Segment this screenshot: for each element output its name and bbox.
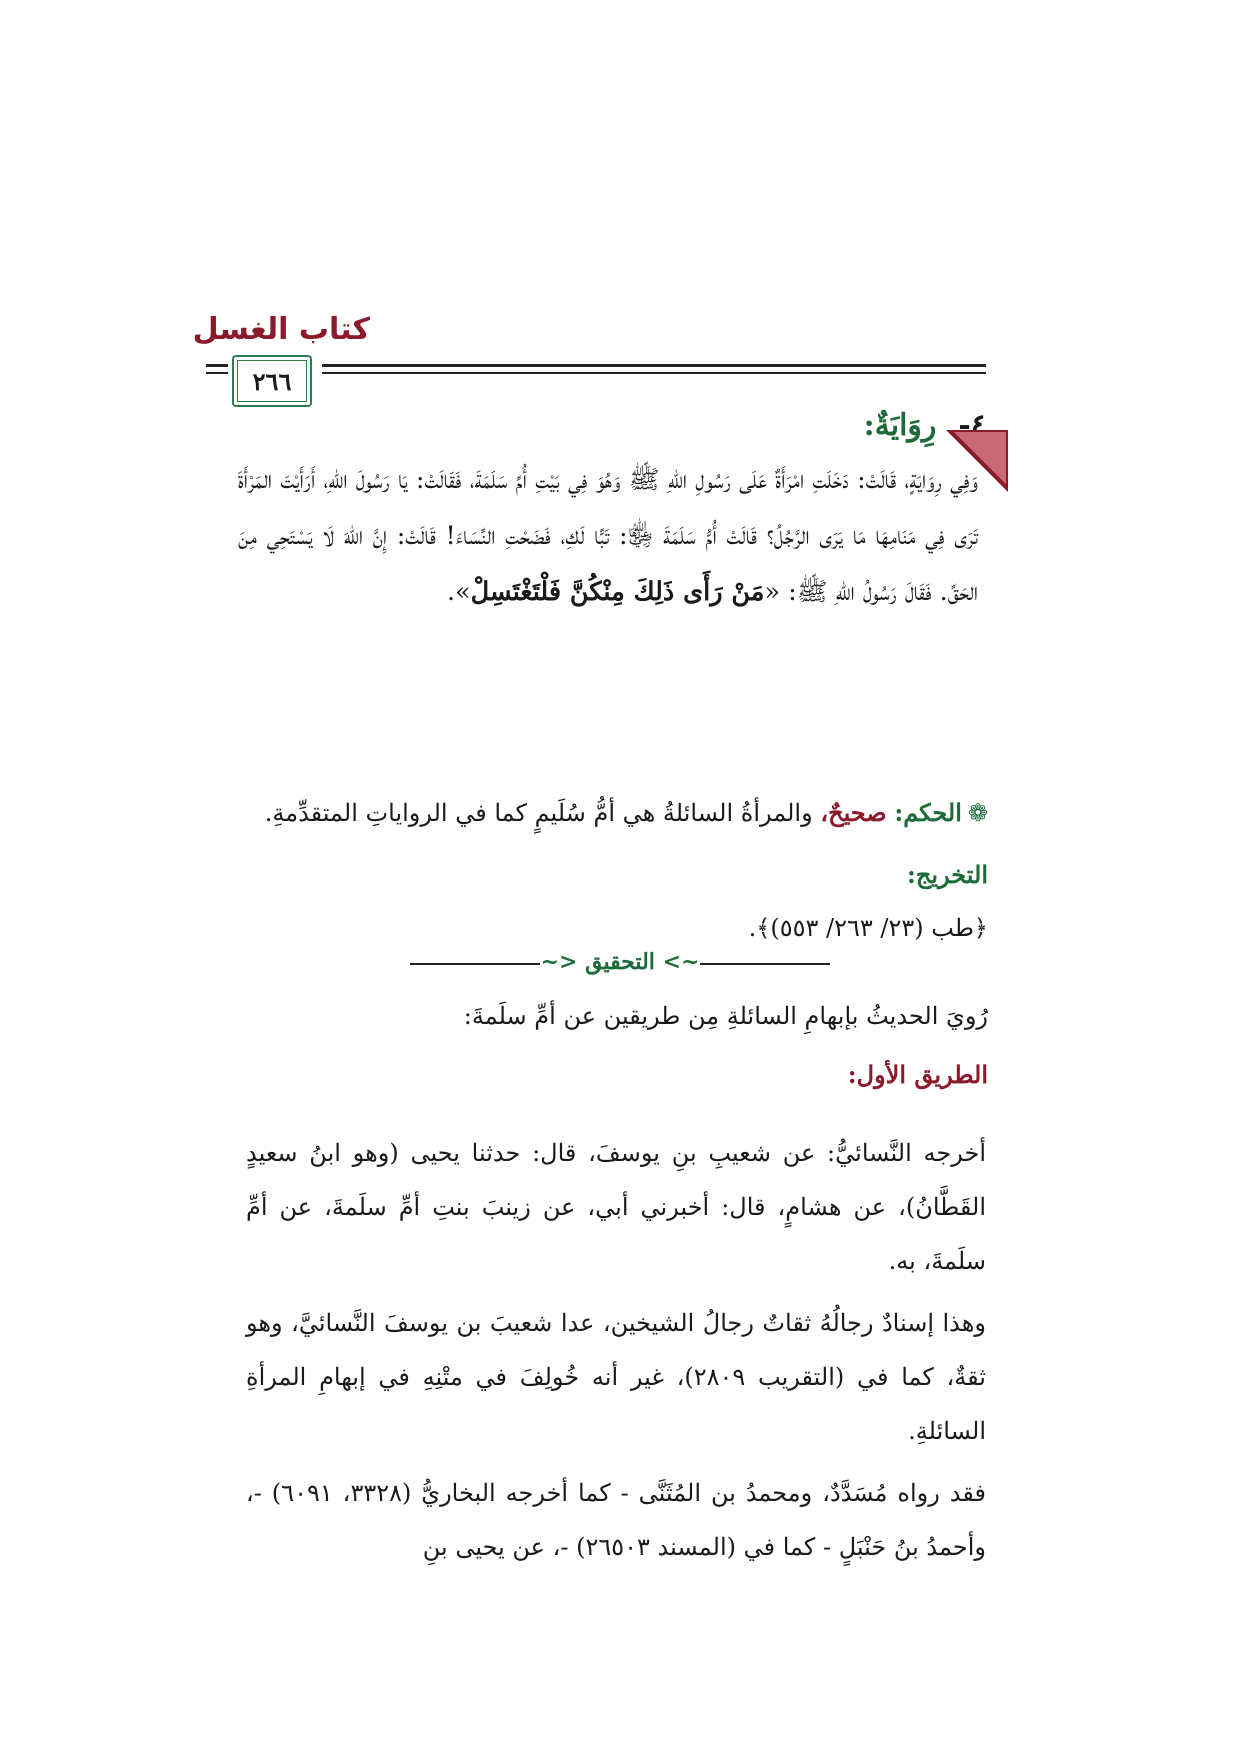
section-divider (410, 949, 830, 979)
first-path-heading: الطريق الأول: (847, 1060, 988, 1089)
tahqiq-intro: رُويَ الحديثُ بإبهامِ السائلةِ مِن طريقين عن أمِّ سلَمةَ: (463, 1002, 988, 1030)
page-number: ٢٦٦ (252, 366, 292, 396)
takhrij-source-line (749, 914, 988, 942)
flower-ornament-icon: ❁ (967, 799, 988, 827)
first-path-line (848, 1060, 988, 1089)
hadith-body: وَفِي رِوَايَةٍ، قَالَتْ: دَخَلَتِ امْرَأَةٌ عَلَى رَسُولِ اللهِ ﷺ وَهُوَ فِي بَيْتِ أُمِّ سَلَمَةَ، فَقَالَتْ: يَا رَسُولَ اللهِ، أَرَأَيْتَ المَرْأَةَ تَرَى فِي مَنَامِهَا مَا يَرَى الرَّجُلُ؟ قَالَتْ أُمُّ سَلَمَةَ ﵂: تَبًّا لَكِ، فَضَحْتِ النِّسَاءَ! قَالَتْ: إِنَّ اللهَ لَا يَسْتَحِي مِنَ الحَقِّ. فَقَالَ رَسُولُ اللهِ ﷺ: « (238, 465, 978, 607)
paragraph-2: وهذا إسنادٌ رجالُهُ ثقاتٌ رجالُ الشيخين، عدا شعيبَ بن يوسفَ النَّسائيَّ، وهو ثقةٌ، كما في (التقريب ٢٨٠٩)، غير أنه خُولِفَ في متْنِهِ في إبهامِ المرأةِ السائلةِ. (246, 1309, 986, 1445)
header-rule-top (322, 364, 986, 367)
ruling-line (265, 798, 988, 827)
takhrij-label: التخريج: (907, 860, 988, 889)
divider-flourish-icon-2: <~ (540, 949, 578, 975)
paragraph-3: فقد رواه مُسَدَّدٌ، ومحمدُ بن المُثَنَّى - كما أخرجه البخاريُّ (٣٣٢٨، ٦٠٩١) -، وأحمدُ بنُ حَنْبَلٍ - كما في (المسند ٢٦٥٠٣) -، عن يحيى بنِ (246, 1479, 987, 1561)
tahqiq-intro-line (464, 1002, 988, 1030)
hadith-text (238, 452, 978, 620)
divider-label (410, 949, 830, 975)
chapter-title: كتاب الغسل (192, 312, 370, 347)
divider-flourish-icon: ~> (662, 949, 700, 975)
ruling-grade: صحيحٌ، (820, 798, 887, 827)
ruling-text: والمرأةُ السائلةُ هي أمُّ سُلَيمٍ كما في الرواياتِ المتقدِّمةِ. (264, 799, 813, 827)
section-number: ٤- (958, 408, 987, 443)
takhrij-source: ﴿طب (٢٣/ ٢٦٣/ ٥٥٣)﴾. (748, 914, 988, 942)
header-rule-bottom (322, 372, 986, 374)
header-rule-left (206, 364, 228, 367)
section-title: رِوَايَةٌ: (863, 408, 937, 443)
ruling-label: الحكم: (894, 798, 962, 827)
page-number-box (232, 355, 312, 407)
hadith-closing: ». (446, 577, 471, 607)
takhrij-label-line (907, 860, 988, 889)
divider-text: التحقيق (585, 949, 655, 975)
hadith-quote: مَنْ رَأَى ذَلِكَ مِنْكُنَّ فَلْتَغْتَسِلْ (470, 577, 765, 607)
paragraph-1: أخرجه النَّسائيُّ: عن شعيبِ بنِ يوسفَ، قال: حدثنا يحيى (وهو ابنُ سعيدٍ القَطَّانُ)، عن هشامٍ، قال: أخبرني أبي، عن زينبَ بنتِ أمِّ سلَمةَ، عن أمِّ سلَمةَ، به. (246, 1139, 986, 1275)
header-rule-left-2 (206, 372, 228, 374)
divider-bar-right (700, 963, 830, 965)
